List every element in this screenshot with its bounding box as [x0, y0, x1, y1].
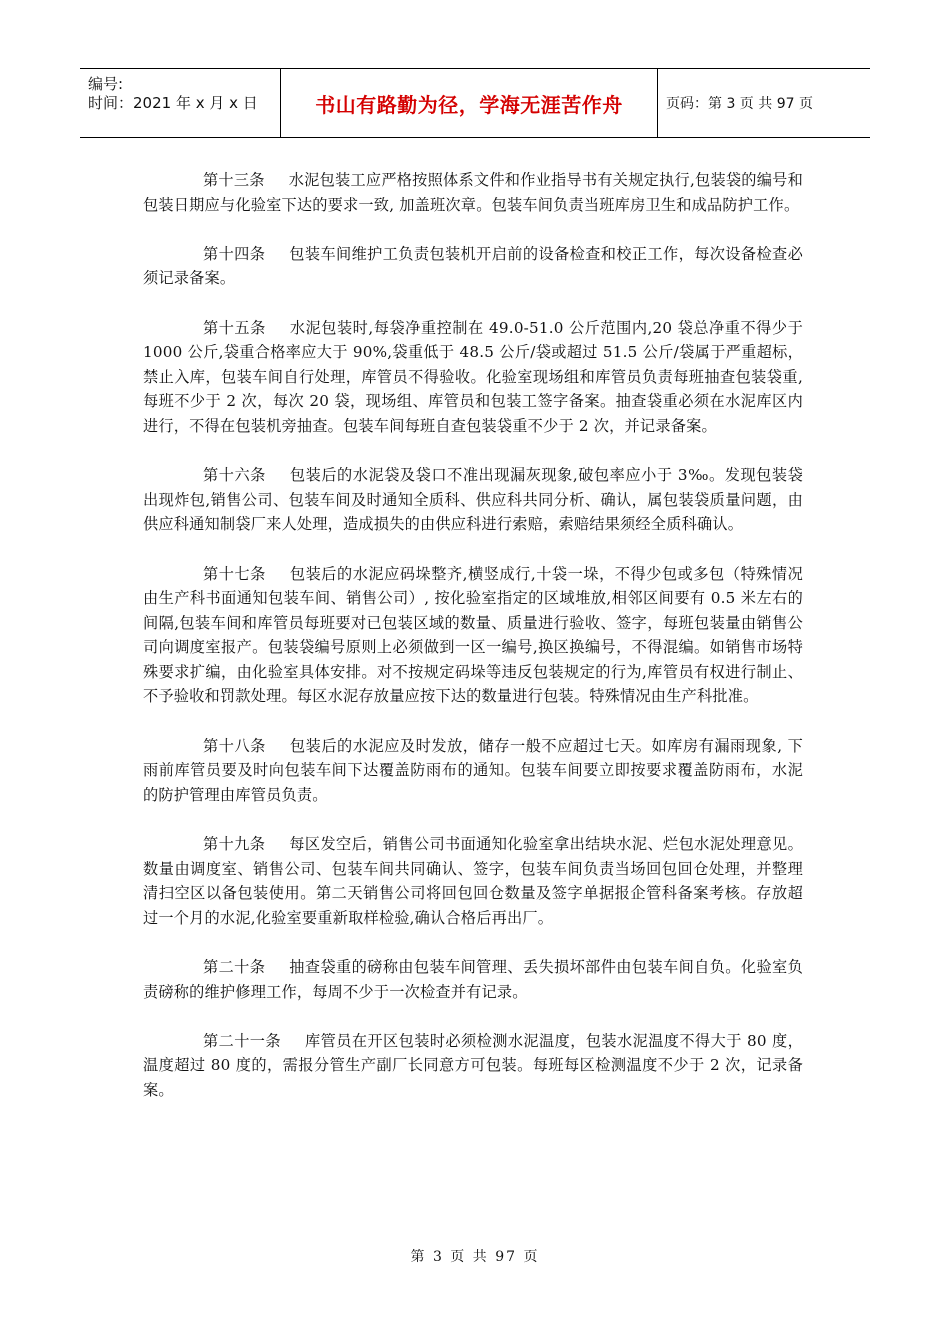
article-text: 每区发空后，销售公司书面通知化验室拿出结块水泥、烂包水泥处理意见。数量由调度室、销售公司、包装车间共同确认、签字，包装车间负责当场回包回仓处理，并整理清扫空区以备包装使用。第二天销售公司将回包回仓数量及签字单据报企管科备案考核。存放超过一个月的水泥,化验室要重新取样检验,确认合格后再出厂。: [143, 835, 803, 927]
article-13: [143, 168, 803, 217]
document-date-label: 时间：2021 年 x 月 x 日: [88, 94, 258, 112]
article-number: 第十八条: [203, 736, 266, 755]
article-17: [143, 562, 803, 710]
article-20: [143, 955, 803, 1004]
header-page-info: 页码：第 3 页 共 97 页: [666, 96, 813, 112]
article-number: 第二十条: [203, 958, 266, 976]
article-text: 包装后的水泥应码垛整齐,横竖成行,十袋一垛，不得少包或多包（特殊情况由生产科书面通知包装车间、销售公司）, 按化验室指定的区域堆放,相邻区间要有 0.5 米左右的间隔,包装车间和库管员每班要对已包装区域的数量、质量进行验收、签字，每班包装量由销售公司向调度室报产。包装袋编号原则上必须做到一区一编号,换区换编号，不得混编。如销售市场特殊要求扩编，由化验室具体安排。对不按规定码垛等违反包装规定的行为,库管员有权进行制止、不予验收和罚款处理。每区水泥存放量应按下达的数量进行包装。特殊情况由生产科批准。: [143, 564, 803, 706]
article-number: 第十六条: [203, 466, 266, 485]
article-16: [143, 463, 803, 537]
article-15: [143, 316, 803, 439]
article-number: 第二十一条: [203, 1031, 282, 1050]
article-text: 水泥包装时,每袋净重控制在 49.0-51.0 公斤范围内,20 袋总净重不得少于 1000 公斤,袋重合格率应大于 90%,袋重低于 48.5 公斤/袋或超过 51.5 公斤/袋属于严重超标，禁止入库，包装车间自行处理，库管员不得验收。化验室现场组和库管员负责每班抽查包装袋重,每班不少于 2 次，每次 20 袋，现场组、库管员和包装工签字备案。抽查袋重必须在水泥库区内进行，不得在包装机旁抽查。包装车间每班自查包装袋重不少于 2 次，并记录备案。: [143, 318, 803, 435]
article-text: 包装后的水泥袋及袋口不准出现漏灰现象,破包率应小于 3‰。发现包装袋出现炸包,销售公司、包装车间及时通知全质科、供应科共同分析、确认，属包装袋质量问题，由供应科通知制袋厂来人处理，造成损失的由供应科进行索赔，索赔结果须经全质科确认。: [143, 466, 803, 534]
article-number: 第十九条: [203, 835, 266, 854]
document-number-label: 编号:: [88, 75, 124, 93]
page-header: [80, 68, 870, 138]
article-number: 第十七条: [203, 564, 266, 583]
article-21: [143, 1029, 803, 1103]
article-text: 包装车间维护工负责包装机开启前的设备检查和校正工作，每次设备检查必须记录备案。: [143, 244, 803, 288]
article-18: [143, 734, 803, 808]
article-14: [143, 242, 803, 291]
article-text: 库管员在开区包装时必须检测水泥温度，包装水泥温度不得大于 80 度，温度超过 80 度的，需报分管生产副厂长同意方可包装。每班每区检测温度不少于 2 次，记录备案。: [143, 1031, 804, 1099]
article-19: [143, 832, 803, 930]
article-number: 第十四条: [203, 244, 266, 263]
article-text: 包装后的水泥应及时发放，储存一般不应超过七天。如库房有漏雨现象, 下雨前库管员要及时向包装车间下达覆盖防雨布的通知。包装车间要立即按要求覆盖防雨布，水泥的防护管理由库管员负责。: [143, 736, 803, 804]
page-footer: 第 3 页 共 97 页: [410, 1249, 540, 1265]
header-meta: [80, 69, 280, 137]
article-number: 第十三条: [203, 171, 265, 189]
header-motto: 书山有路勤为径，学海无涯苦作舟: [280, 69, 658, 137]
document-body: [143, 168, 803, 1127]
article-number: 第十五条: [203, 318, 266, 337]
article-text: 水泥包装工应严格按照体系文件和作业指导书有关规定执行,包装袋的编号和包装日期应与化验室下达的要求一致, 加盖班次章。包装车间负责当班库房卫生和成品防护工作。: [143, 171, 803, 214]
article-text: 抽查袋重的磅称由包装车间管理、丢失损坏部件由包装车间自负。化验室负责磅称的维护修理工作，每周不少于一次检查并有记录。: [143, 958, 803, 1001]
